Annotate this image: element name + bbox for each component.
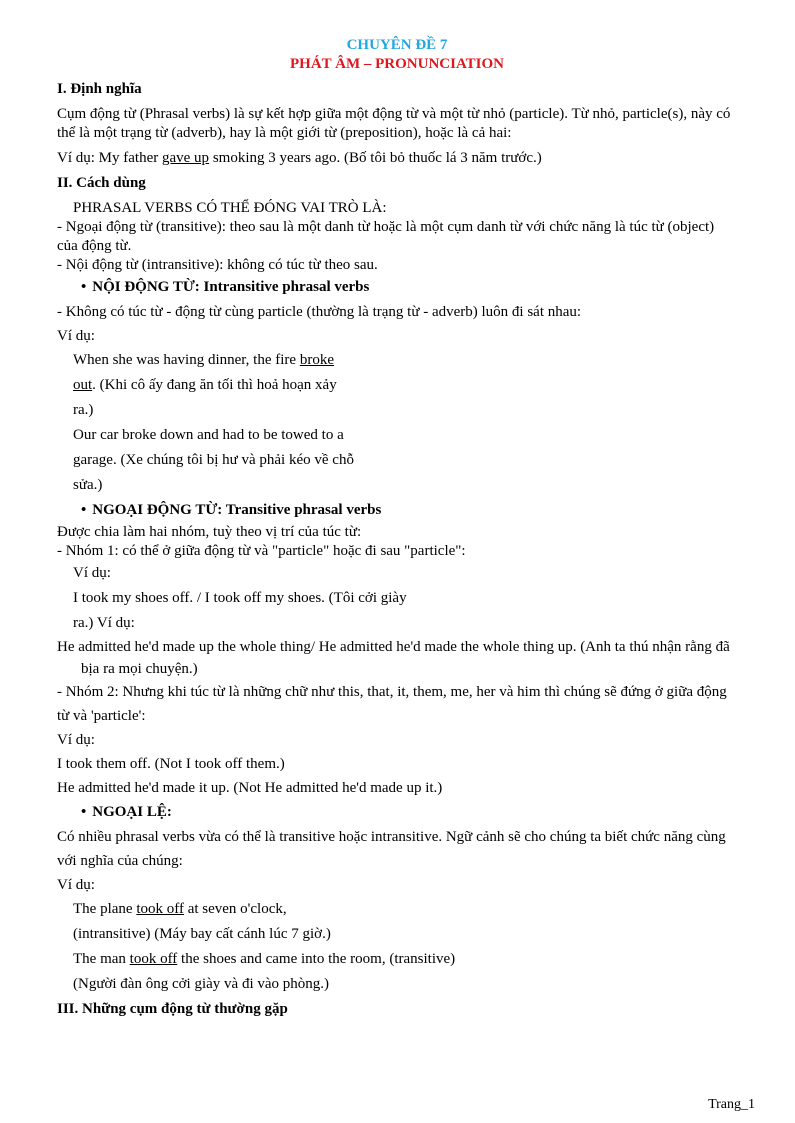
intransitive-heading-text: NỘI ĐỘNG TỪ: Intransitive phrasal verbs	[92, 279, 370, 295]
exc-example-label: Ví dụ:	[57, 877, 95, 893]
exc-ex1-line2: (intransitive) (Máy bay cất cánh lúc 7 giờ.)	[73, 926, 331, 942]
example-suffix: smoking 3 years ago. (Bố tôi bỏ thuốc lá 3 năm trước.)	[209, 150, 542, 166]
ex1-line1	[73, 348, 737, 373]
g1-example-label: Ví dụ:	[73, 565, 111, 581]
g2-ex1: I took them off. (Not I took off them.)	[57, 756, 285, 772]
section-heading-usage: II. Cách dùng	[57, 175, 146, 191]
example-label: Ví dụ:	[57, 328, 95, 344]
exc-ex2-line2: (Người đàn ông cởi giày và đi vào phòng.)	[73, 976, 330, 992]
title-block	[57, 36, 737, 74]
bullet-icon: •	[81, 502, 87, 518]
exception-heading-text: NGOẠI LỆ:	[92, 804, 172, 820]
section-heading-common: III. Những cụm động từ thường gặp	[57, 1001, 288, 1017]
ex1-line2	[73, 373, 737, 398]
exc-ex1-underlined: took off	[136, 901, 184, 917]
ex2-line2: garage. (Xe chúng tôi bị hư và phải kéo về chỗ	[73, 452, 354, 468]
example-prefix: Ví dụ: My father	[57, 150, 162, 166]
ex1-line1-text: When she was having dinner, the fire	[73, 352, 300, 368]
group1-examples	[57, 561, 737, 636]
group2-description: - Nhóm 2: Nhưng khi túc từ là những chữ như this, that, it, them, me, her và him thì chúng sẽ đứng ở giữa động từ và 'particle':	[57, 684, 727, 724]
section-heading-definition: I. Định nghĩa	[57, 81, 142, 97]
example-underlined: gave up	[161, 150, 210, 166]
ex1-line3: ra.)	[73, 402, 94, 418]
definition-paragraph: Cụm động từ (Phrasal verbs) là sự kết hợp giữa một động từ và một từ nhỏ (particle). Từ nhỏ, particle(s), này có thể là một trạng từ (adverb), hay là một giới từ (preposition), hoặc là cả hai:	[57, 106, 731, 141]
g1-ex1-line2: ra.) Ví dụ:	[73, 615, 135, 631]
exc-ex2-prefix: The man	[73, 951, 130, 967]
definition-example	[57, 149, 737, 168]
exception-heading	[57, 800, 737, 825]
bullet-icon: •	[81, 279, 87, 295]
g2-example-label: Ví dụ:	[57, 732, 95, 748]
exc-ex1	[73, 897, 737, 922]
exception-examples	[57, 897, 737, 997]
roles-line: PHRASAL VERBS CÓ THỂ ĐÓNG VAI TRÒ LÀ:	[73, 200, 387, 216]
transitive-split: Được chia làm hai nhóm, tuỳ theo vị trí của túc từ:	[57, 524, 362, 540]
ex1-line2-underlined: out	[73, 377, 93, 393]
ex2-line3: sửa.)	[73, 477, 103, 493]
ex2-line1: Our car broke down and had to be towed to a	[73, 427, 344, 443]
document-page	[57, 36, 737, 1021]
document-subtitle: PHÁT ÂM – PRONUNCIATION	[289, 56, 505, 72]
exc-ex2-suffix: the shoes and came into the room, (transitive)	[177, 951, 456, 967]
group1-description: - Nhóm 1: có thể ở giữa động từ và "particle" hoặc đi sau "particle":	[57, 543, 466, 559]
intransitive-definition: - Nội động từ (intransitive): không có túc từ theo sau.	[57, 257, 378, 273]
transitive-heading	[57, 498, 737, 523]
ex1-line1-underlined: broke	[299, 352, 334, 368]
intransitive-heading	[57, 275, 737, 300]
page-number: Trang_1	[708, 1097, 755, 1112]
g2-ex2: He admitted he'd made it up. (Not He admitted he'd made up it.)	[57, 780, 443, 796]
exc-ex1-prefix: The plane	[73, 901, 137, 917]
intransitive-examples	[57, 348, 737, 498]
ex1-line2-text: . (Khi cô ấy đang ăn tối thì hoả hoạn xảy	[92, 377, 337, 393]
document-title: CHUYÊN ĐỀ 7	[346, 37, 448, 53]
exc-ex1-suffix: at seven o'clock,	[183, 901, 287, 917]
intransitive-note: - Không có túc từ - động từ cùng particle (thường là trạng từ - adverb) luôn đi sát nhau:	[57, 304, 582, 320]
exc-ex2-underlined: took off	[129, 951, 178, 967]
transitive-definition: - Ngoại động từ (transitive): theo sau là một danh từ hoặc là một cụm danh từ với chức năng là túc từ (object) của động từ.	[57, 219, 715, 254]
g1-ex1-line1: I took my shoes off. / I took off my shoes. (Tôi cởi giày	[73, 590, 407, 606]
transitive-heading-text: NGOẠI ĐỘNG TỪ: Transitive phrasal verbs	[92, 502, 382, 518]
g1-ex2: He admitted he'd made up the whole thing/ He admitted he'd made the whole thing up. (Anh ta thú nhận rằng đã bịa ra mọi chuyện.)	[57, 639, 730, 677]
exception-note: Có nhiều phrasal verbs vừa có thể là transitive hoặc intransitive. Ngữ cảnh sẽ cho chúng ta biết chức năng cùng với nghĩa của chúng:	[57, 829, 726, 869]
exc-ex2	[73, 947, 737, 972]
bullet-icon: •	[81, 804, 87, 820]
